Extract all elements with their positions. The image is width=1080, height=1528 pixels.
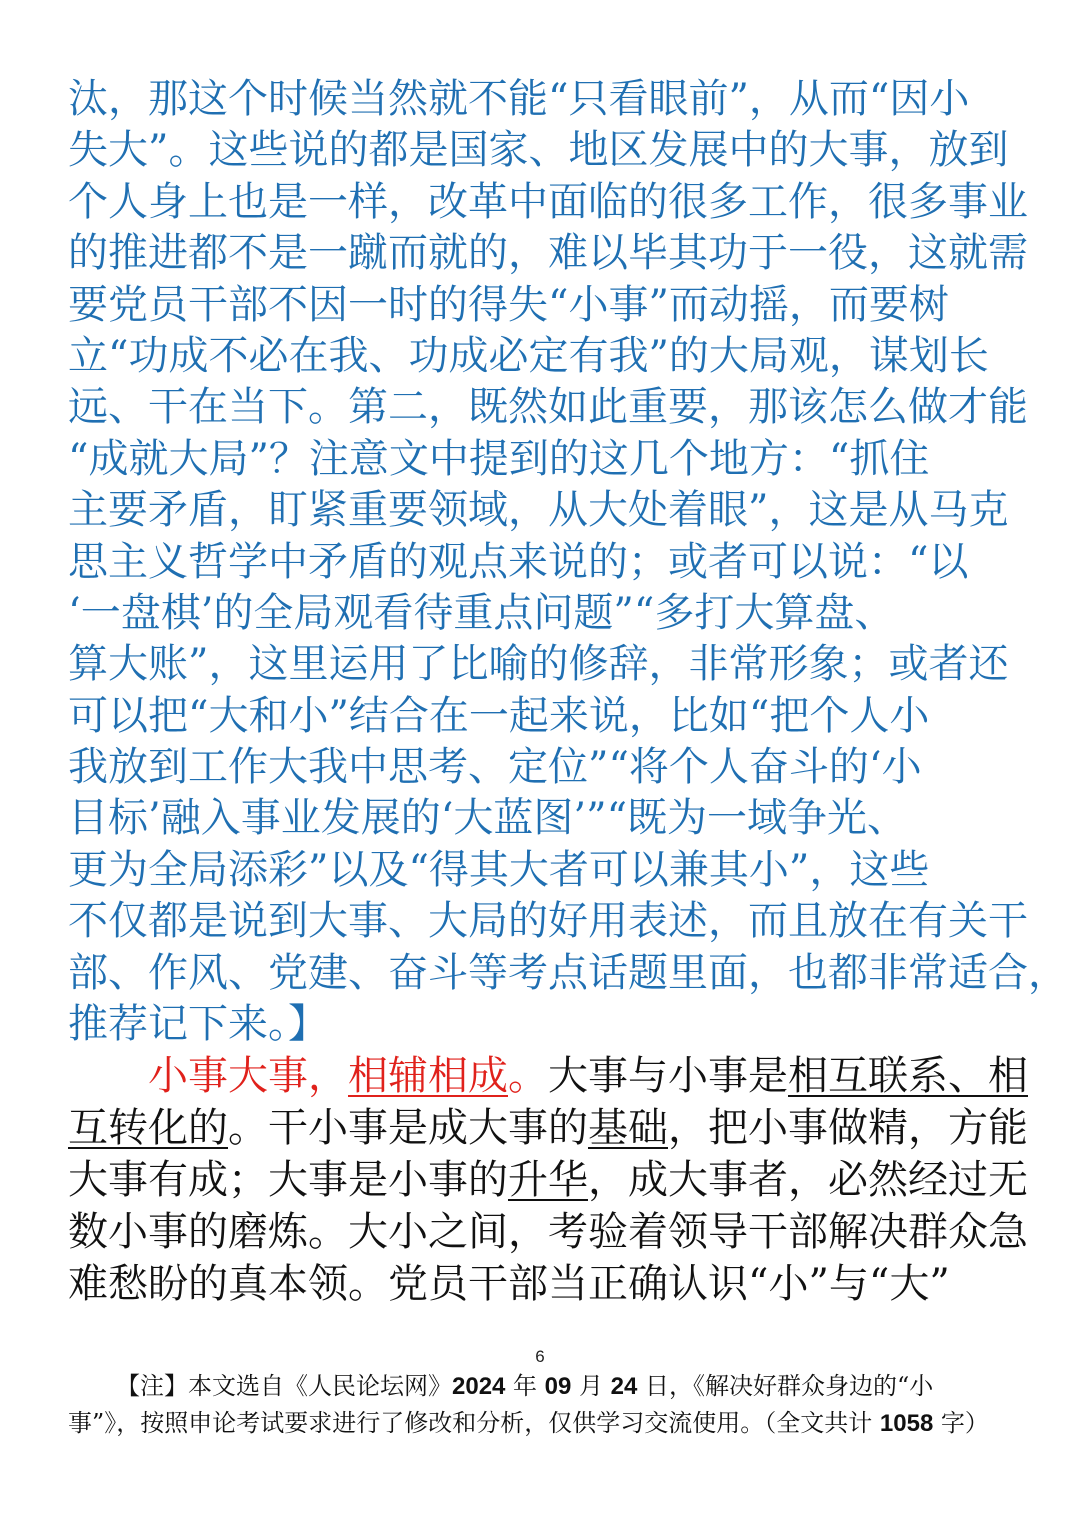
footnote [68,1368,1028,1442]
analysis-line: 个人身上也是一样，改革中面临的很多工作，很多事业 [68,178,1028,225]
analysis-line: 汰，那这个时候当然就不能“只看眼前”，从而“因小 [68,76,970,122]
analysis-line: 推荐记下来。】 [68,1001,328,1048]
main-body-paragraph [68,1050,1028,1310]
analysis-line: 可以把“大和小”结合在一起来说，比如“把个人小 [68,692,930,739]
body-line: 难愁盼的真本领。党员干部当正确认识“小”与“大” [68,1261,950,1307]
body-line: 数小事的磨炼。大小之间，考验着领导干部解决群众急 [68,1209,1028,1255]
body-text: 大事与小事是 [548,1053,788,1099]
body-text: 大事有成；大事是小事的 [68,1157,508,1203]
analysis-line: 算大账”，这里运用了比喻的修辞，非常形象；或者还 [68,641,1009,688]
body-line [68,1102,1028,1154]
footnote-text: 事”》，按照申论考试要求进行了修改和分析，仅供学习交流使用。（全文共计 [68,1409,880,1437]
analysis-line: 远、干在当下。第二，既然如此重要，那该怎么做才能 [68,384,1028,431]
body-text: ，成大事者，必然经过无 [588,1157,1028,1203]
analysis-line: 不仅都是说到大事、大局的好用表述，而且放在有关干 [68,898,1028,945]
footnote-text: 字） [933,1409,989,1437]
page-number: 6 [535,1347,545,1366]
footnote-month: 09 [544,1373,572,1400]
analysis-line: 的推进都不是一蹴而就的，难以毕其功于一役，这就需 [68,230,1028,277]
footnote-text: 月 [571,1372,611,1400]
analysis-line: 思主义哲学中矛盾的观点来说的；或者可以说：“以 [68,538,969,585]
footnote-line [68,1368,1028,1405]
analysis-line: 我放到工作大我中思考、定位”“将个人奋斗的‘小 [68,744,922,791]
footnote-word-count: 1058 [879,1410,934,1437]
analysis-line: 目标’融入事业发展的‘大蓝图’”“既为一域争光、 [68,795,908,842]
underlined-phrase: 互转化的 [68,1105,228,1151]
footnote-year: 2024 [452,1373,506,1400]
body-line [68,1050,1028,1102]
analysis-line: 要党员干部不因一时的得失“小事”而动摇，而要树 [68,281,949,328]
body-line [68,1154,1028,1206]
footnote-day: 24 [610,1373,638,1400]
red-heading-underlined: 相辅相成 [348,1053,508,1099]
blue-analysis-paragraph [68,74,1068,1050]
red-heading-period: 。 [508,1053,548,1099]
analysis-line: 立“功成不必在我、功成必定有我”的大局观，谋划长 [68,332,989,379]
underlined-phrase: 相互联系、相 [788,1053,1028,1099]
footnote-text: 【注】本文选自《人民论坛网》 [116,1372,452,1400]
analysis-line: “成就大局”？注意文中提到的这几个地方：“抓住 [68,435,930,482]
analysis-line: ‘一盘棋’的全局观看待重点问题”“多打大算盘、 [68,589,895,636]
body-text: 。干小事是成大事的 [228,1105,588,1151]
footnote-text: 日，《解决好群众身边的“小 [637,1372,934,1400]
footnote-text: 年 [505,1372,545,1400]
analysis-line: 失大”。这些说的都是国家、地区发展中的大事，放到 [68,127,1009,174]
red-heading: 小事大事， [148,1053,348,1099]
body-text: ，把小事做精，方能 [668,1105,1028,1151]
underlined-phrase: 基础 [588,1105,668,1151]
analysis-line: 主要矛盾，盯紧重要领域，从大处着眼”，这是从马克 [68,487,1009,534]
analysis-line: 部、作风、党建、奋斗等考点话题里面，也都非常适合， [68,949,1068,996]
analysis-line: 更为全局添彩”以及“得其大者可以兼其小”，这些 [68,846,930,893]
underlined-phrase: 升华 [508,1157,588,1203]
footnote-line [68,1405,1028,1442]
